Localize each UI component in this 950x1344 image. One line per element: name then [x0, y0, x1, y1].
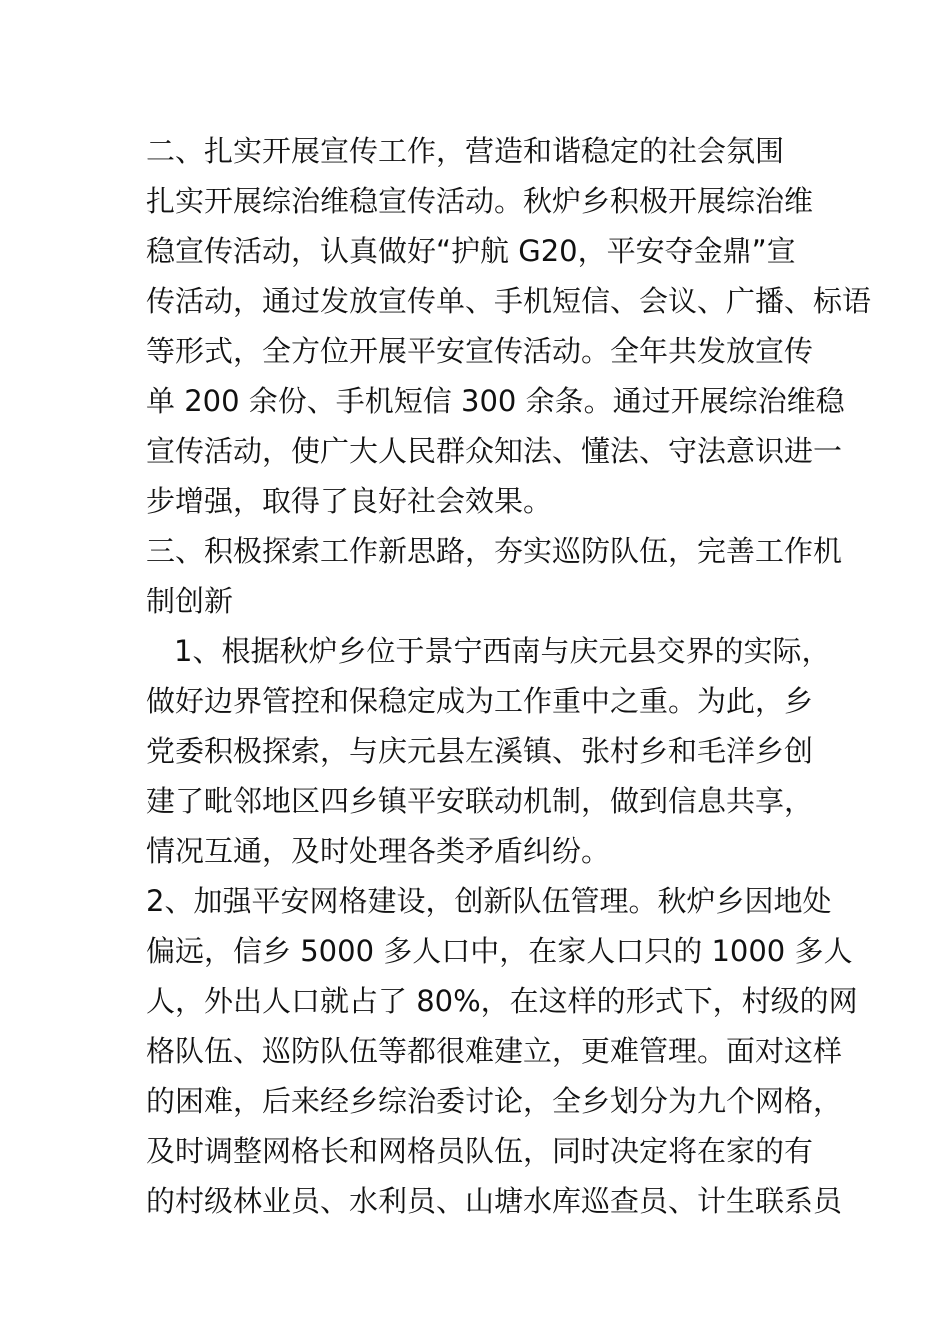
- paragraph-line: 人，外出人口就占了 80%，在这样的形式下，村级的网: [146, 984, 858, 1018]
- paragraph-line: 党委积极探索，与庆元县左溪镇、张村乡和毛洋乡创: [146, 734, 814, 768]
- paragraph-line: 的村级林业员、水利员、山塘水库巡查员、计生联系员: [146, 1184, 843, 1218]
- paragraph-line: 单 200 余份、手机短信 300 余条。通过开展综治维稳: [146, 384, 845, 418]
- paragraph-line: 及时调整网格长和网格员队伍，同时决定将在家的有: [146, 1134, 814, 1168]
- heading-section-3: 三、积极探索工作新思路，夯实巡防队伍，完善工作机: [146, 534, 843, 568]
- paragraph-line: 传活动，通过发放宣传单、手机短信、会议、广播、标语: [146, 284, 872, 318]
- paragraph-line: 稳宣传活动，认真做好“护航 G20，平安夺金鼎”宣: [146, 234, 796, 268]
- paragraph-line: 扎实开展综治维稳宣传活动。秋炉乡积极开展综治维: [146, 184, 814, 218]
- paragraph-line: 等形式，全方位开展平安宣传活动。全年共发放宣传: [146, 334, 814, 368]
- paragraph-line: 做好边界管控和保稳定成为工作重中之重。为此，乡: [146, 684, 814, 718]
- paragraph-line: 2、加强平安网格建设，创新队伍管理。秋炉乡因地处: [146, 884, 832, 918]
- paragraph-line: 格队伍、巡防队伍等都很难建立，更难管理。面对这样: [146, 1034, 843, 1068]
- heading-section-3-cont: 制创新: [146, 584, 234, 618]
- paragraph-line: 的困难，后来经乡综治委讨论，全乡划分为九个网格，: [146, 1084, 843, 1118]
- paragraph-line: 偏远，信乡 5000 多人口中，在家人口只的 1000 多人: [146, 934, 853, 968]
- paragraph-line: 情况互通，及时处理各类矛盾纠纷。: [146, 834, 611, 868]
- heading-section-2: 二、扎实开展宣传工作，营造和谐稳定的社会氛围: [146, 134, 785, 168]
- paragraph-line: 宣传活动，使广大人民群众知法、懂法、守法意识进一: [146, 434, 843, 468]
- paragraph-line: 步增强，取得了良好社会效果。: [146, 484, 553, 518]
- document-body: [146, 126, 872, 1226]
- paragraph-line: 建了毗邻地区四乡镇平安联动机制，做到信息共享，: [146, 784, 814, 818]
- paragraph-line: 1、根据秋炉乡位于景宁西南与庆元县交界的实际，: [174, 634, 831, 668]
